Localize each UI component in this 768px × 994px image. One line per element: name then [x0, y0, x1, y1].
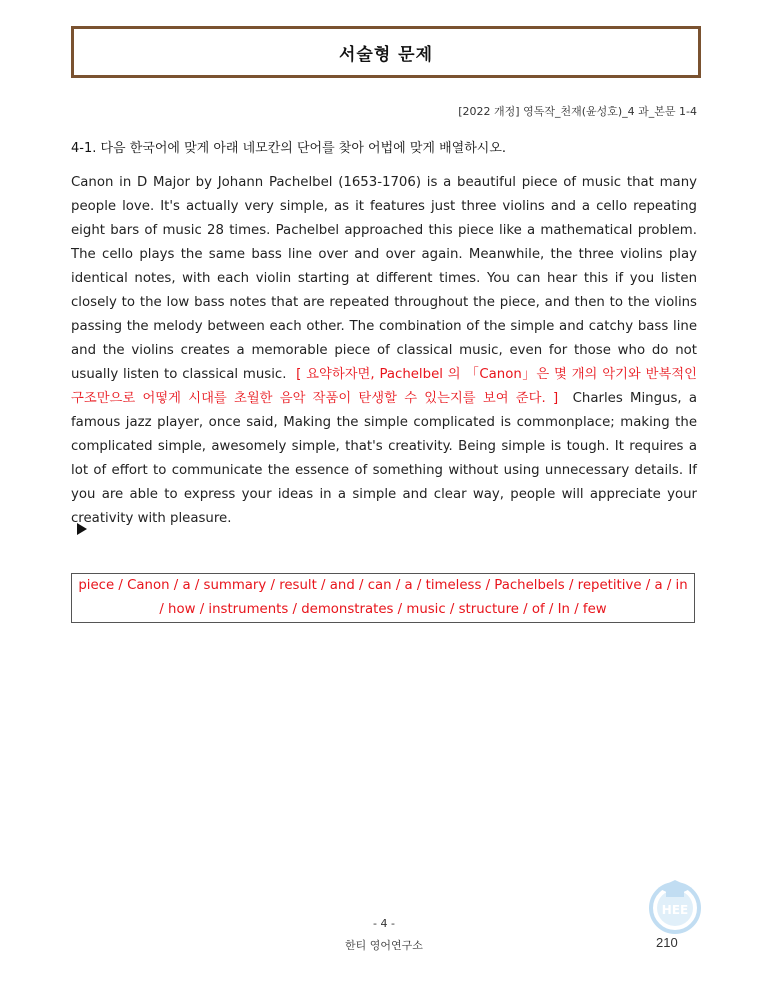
question-prompt: 4-1. 다음 한국어에 맞게 아래 네모칸의 단어를 찾아 어법에 맞게 배열하시오.	[71, 141, 507, 156]
title-box	[71, 26, 701, 78]
page-title: 서술형 문제	[338, 44, 434, 65]
word-bank-text: piece / Canon / a / summary / result / and / can / a / timeless / Pachelbels / repetitive / a / in / how / instruments / demonstrates / music / structure / of / In / few	[78, 578, 688, 617]
passage-text-before: Canon in D Major by Johann Pachelbel (1653-1706) is a beautiful piece of music that many people love. It's actually very simple, as it features just three violins and a cello repeating eight bars of music 28 times. Pachelbel approached this piece like a mathematical problem. The cello plays the same bass line over and over again. Meanwhile, the three violins play identical notes, with each violin starting at different times. You can hear this if you listen closely to the low bass notes that are repeated throughout the piece, and then to the violins passing the melody between each other. The combination of the simple and catchy bass line and the violins creates a memorable piece of classical music, even for those who do not usually listen to classical music.	[71, 175, 697, 382]
triangle-right-icon	[77, 523, 87, 535]
word-bank-box	[71, 573, 695, 623]
page-code: 210	[656, 935, 678, 950]
logo-text: HEE	[661, 903, 689, 917]
passage-highlight: [ 요약하자면, Pachelbel 의 「Canon」은 몇 개의 악기와 반복적인 구조만으로 어떻게 시대를 초월한 음악 작품이 탄생할 수 있는지를 보여 준다. ]	[71, 367, 697, 406]
page-number: - 4 -	[373, 917, 395, 930]
passage	[71, 171, 697, 531]
passage-text-after: Charles Mingus, a famous jazz player, once said, Making the simple complicated is commonplace; making the complicated simple, awesomely simple, that's creativity. Being simple is tough. It requires a lot of effort to communicate the essence of something without using unnecessary details. If you are able to express your ideas in a simple and clear way, people will appreciate your creativity with pleasure.	[71, 391, 697, 526]
source-label: [2022 개정] 영독작_천재(윤성호)_4 과_본문 1-4	[458, 105, 697, 118]
organization-name: 한티 영어연구소	[345, 939, 423, 952]
hee-logo-icon	[644, 874, 706, 936]
